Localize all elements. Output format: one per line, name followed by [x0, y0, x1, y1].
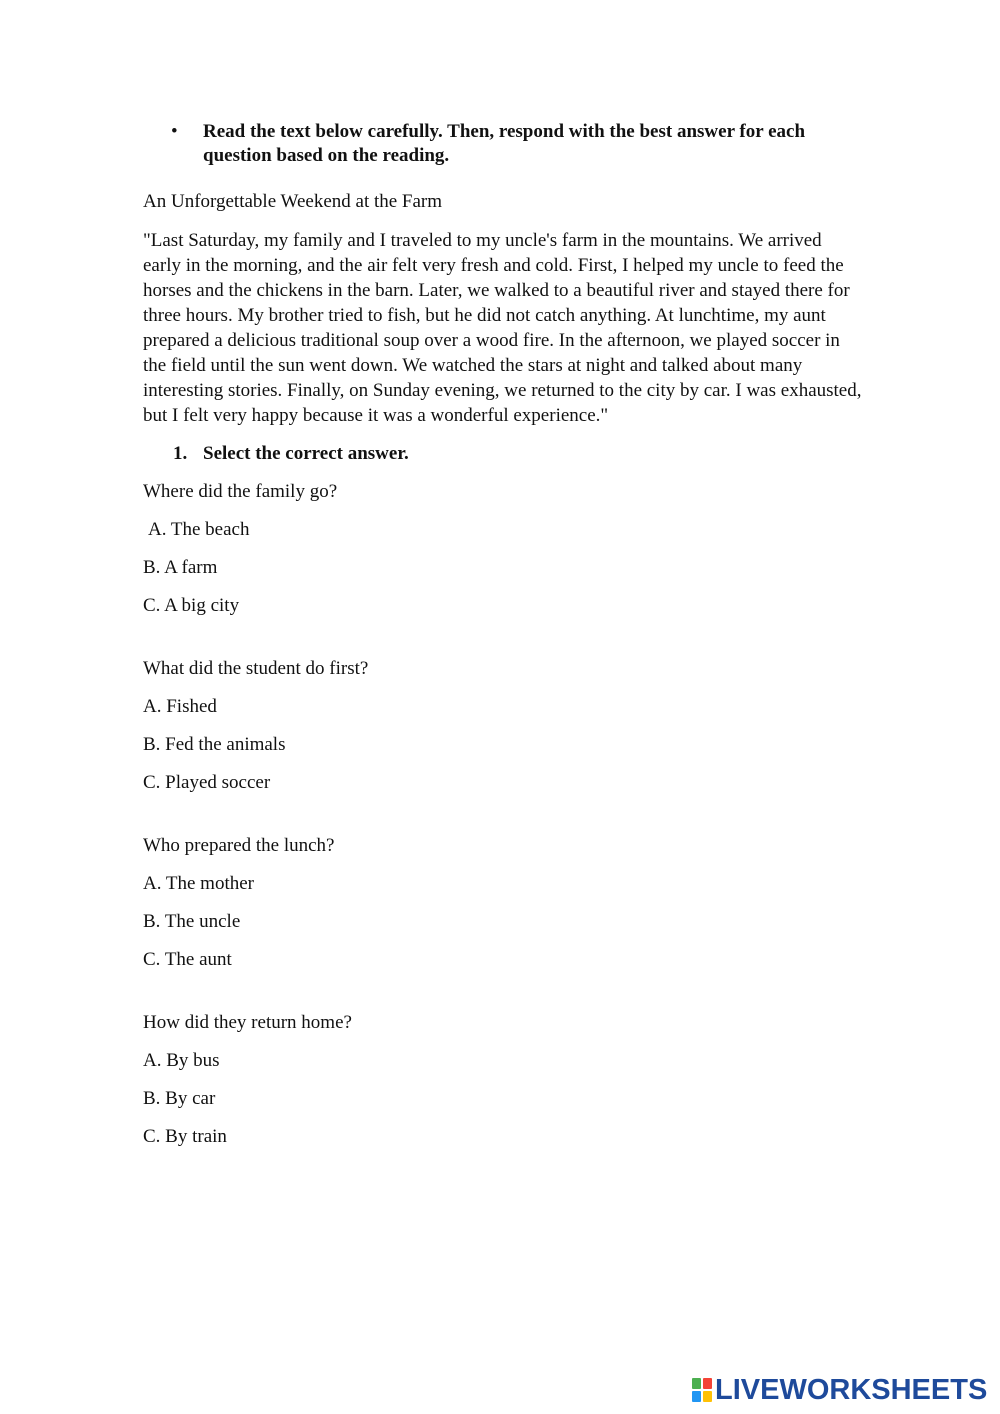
- task-number: 1.: [173, 443, 188, 464]
- spacer: [143, 795, 863, 834]
- question-1: [143, 480, 863, 618]
- answer-option[interactable]: B. By car: [143, 1088, 216, 1109]
- answer-option[interactable]: B. A farm: [143, 557, 218, 578]
- question-text: Where did the family go?: [143, 481, 338, 502]
- spacer: [143, 972, 863, 1011]
- worksheet-page: [143, 120, 863, 1149]
- logo-block-icon: [703, 1378, 712, 1389]
- question-2: [143, 657, 863, 795]
- answer-option[interactable]: A. By bus: [143, 1050, 220, 1071]
- liveworksheets-logo: [692, 1373, 987, 1407]
- logo-icon: [692, 1378, 712, 1402]
- answer-option[interactable]: A. Fished: [143, 696, 217, 717]
- answer-option[interactable]: A. The mother: [143, 873, 254, 894]
- logo-block-icon: [692, 1378, 701, 1389]
- logo-text: LIVEWORKSHEETS: [715, 1373, 988, 1406]
- question-text: What did the student do first?: [143, 658, 369, 679]
- question-text: Who prepared the lunch?: [143, 835, 335, 856]
- question-text: How did they return home?: [143, 1012, 352, 1033]
- answer-option[interactable]: C. A big city: [143, 595, 240, 616]
- instruction-text: Read the text below carefully. Then, respond with the best answer for each question based on the reading.: [203, 121, 806, 166]
- answer-option[interactable]: B. Fed the animals: [143, 734, 286, 755]
- spacer: [143, 618, 863, 657]
- answer-option[interactable]: C. By train: [143, 1126, 227, 1147]
- instruction: [143, 120, 863, 168]
- answer-option[interactable]: B. The uncle: [143, 911, 241, 932]
- question-4: [143, 1011, 863, 1149]
- bullet-icon: •: [171, 121, 178, 142]
- story-title: An Unforgettable Weekend at the Farm: [143, 191, 443, 212]
- logo-block-icon: [692, 1391, 701, 1402]
- logo-block-icon: [703, 1391, 712, 1402]
- answer-option[interactable]: C. The aunt: [143, 949, 232, 970]
- task-label: Select the correct answer.: [203, 443, 409, 464]
- task-heading: [143, 442, 863, 466]
- question-3: [143, 834, 863, 972]
- story-body: "Last Saturday, my family and I traveled to my uncle's farm in the mountains. We arrived early in the morning, and the air felt very fresh and cold. First, I helped my uncle to feed the horses and the chickens in the barn. Later, we walked to a beautiful river and stayed there for three hours. My brother tried to fish, but he did not catch anything. At lunchtime, my aunt prepared a delicious traditional soup over a wood fire. In the afternoon, we played soccer in the field until the sun went down. We watched the stars at night and talked about many interesting stories. Finally, on Sunday evening, we returned to the city by car. I was exhausted, but I felt very happy because it was a wonderful experience.": [143, 230, 862, 426]
- answer-option[interactable]: A. The beach: [148, 519, 250, 540]
- answer-option[interactable]: C. Played soccer: [143, 772, 271, 793]
